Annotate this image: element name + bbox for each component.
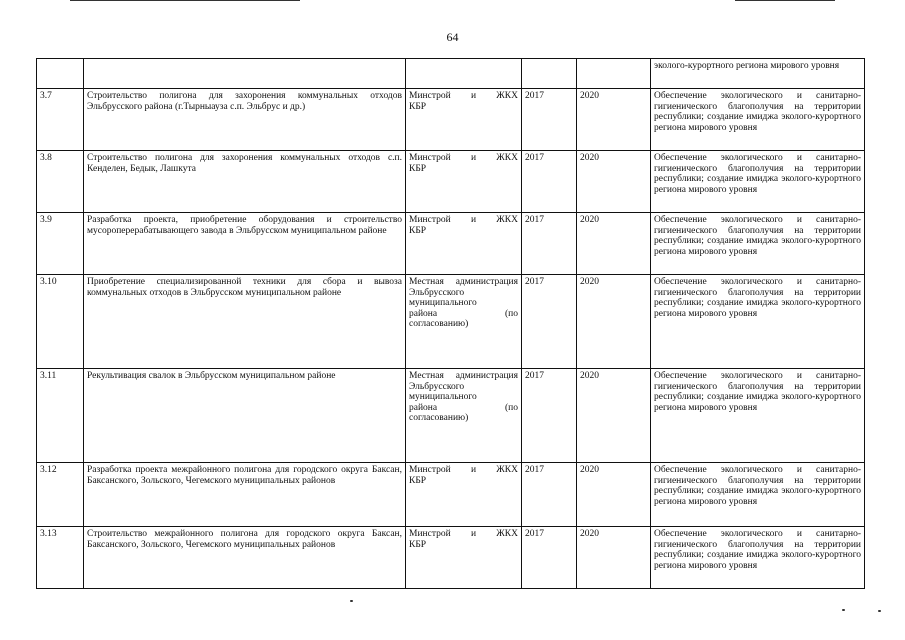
start-year: 2017 <box>522 151 577 213</box>
executor-word: КБР <box>409 539 427 550</box>
end-year: 2020 <box>577 463 651 527</box>
row-number: 3.11 <box>37 369 84 463</box>
executor <box>406 89 522 151</box>
end-year: 2020 <box>577 275 651 369</box>
expected-result: Обеспечение экологического и санитарно-гигиенического благополучия на территории республики; создание имиджа эколого-курортного региона мирового уровня <box>651 275 865 369</box>
table-row <box>37 213 865 275</box>
table-row <box>37 275 865 369</box>
executor-word: и <box>470 215 477 225</box>
start-year: 2017 <box>522 463 577 527</box>
measure-name: Строительство полигона для захоронения коммунальных отходов Эльбрусского района (г.Тырныауза с.п. Эльбрус и др.) <box>84 89 406 151</box>
executor-word: Минстрой <box>409 215 451 225</box>
executor-word: и <box>470 91 477 101</box>
end-year: 2020 <box>577 369 651 463</box>
executor-word: ЖКХ <box>496 215 518 225</box>
executor-word: ЖКХ <box>496 465 518 475</box>
start-year: 2017 <box>522 213 577 275</box>
executor-word: Минстрой <box>409 529 451 539</box>
executor-word: Минстрой <box>409 465 451 475</box>
table-row <box>37 151 865 213</box>
executor-word: ЖКХ <box>496 153 518 163</box>
measure-name: Приобретение специализированной техники для сбора и вывоза коммунальных отходов в Эльбрусском муниципальном районе <box>84 275 406 369</box>
executor-word: ЖКХ <box>496 91 518 101</box>
measures-table <box>36 58 865 589</box>
row-number: 3.12 <box>37 463 84 527</box>
executor <box>406 463 522 527</box>
executor-word: и <box>470 465 477 475</box>
executor-word: КБР <box>409 475 427 486</box>
table-row <box>37 369 865 463</box>
end-year: 2020 <box>577 151 651 213</box>
expected-result: Обеспечение экологического и санитарно-гигиенического благополучия на территории республики; создание имиджа эколого-курортного региона мирового уровня <box>651 463 865 527</box>
executor <box>406 213 522 275</box>
end-year: 2020 <box>577 89 651 151</box>
scan-speck <box>878 610 881 612</box>
cell-executor <box>406 59 522 89</box>
cell-name <box>84 59 406 89</box>
row-number: 3.7 <box>37 89 84 151</box>
executor-word: (по <box>505 402 518 413</box>
executor-word: района <box>409 308 438 319</box>
executor-word: и <box>470 153 477 163</box>
executor-word: района <box>409 402 438 413</box>
start-year: 2017 <box>522 527 577 589</box>
start-year: 2017 <box>522 89 577 151</box>
expected-result: Обеспечение экологического и санитарно-гигиенического благополучия на территории республики; создание имиджа эколого-курортного региона мирового уровня <box>651 89 865 151</box>
expected-result: Обеспечение экологического и санитарно-гигиенического благополучия на территории республики; создание имиджа эколого-курортного региона мирового уровня <box>651 213 865 275</box>
cell-num <box>37 59 84 89</box>
measure-name: Разработка проекта, приобретение оборудования и строительство мусороперерабатывающего завода в Эльбрусском муниципальном районе <box>84 213 406 275</box>
end-year: 2020 <box>577 213 651 275</box>
row-number: 3.9 <box>37 213 84 275</box>
executor-word: КБР <box>409 225 427 236</box>
table-row-continuation <box>37 59 865 89</box>
executor <box>406 369 522 463</box>
executor-word: КБР <box>409 101 427 112</box>
start-year: 2017 <box>522 275 577 369</box>
executor-word: ЖКХ <box>496 529 518 539</box>
measure-name: Рекультивация свалок в Эльбрусском муниципальном районе <box>84 369 406 463</box>
start-year: 2017 <box>522 369 577 463</box>
cell-start <box>522 59 577 89</box>
executor <box>406 275 522 369</box>
measure-name: Разработка проекта межрайонного полигона для городского округа Баксан, Баксанского, Зольского, Чегемского муниципальных районов <box>84 463 406 527</box>
executor-word: согласованию) <box>409 319 469 330</box>
scan-speck <box>350 600 353 602</box>
executor <box>406 527 522 589</box>
page-number: 64 <box>446 30 459 44</box>
row-number: 3.8 <box>37 151 84 213</box>
top-scan-mark-left <box>70 0 300 2</box>
expected-result: Обеспечение экологического и санитарно-гигиенического благополучия на территории республики; создание имиджа эколого-курортного региона мирового уровня <box>651 527 865 589</box>
expected-result: Обеспечение экологического и санитарно-гигиенического благополучия на территории республики; создание имиджа эколого-курортного региона мирового уровня <box>651 369 865 463</box>
executor-local-admin: Местная администрация Эльбрусского муниципального <box>409 371 518 403</box>
executor <box>406 151 522 213</box>
executor-word: Минстрой <box>409 153 451 163</box>
executor-word: (по <box>505 308 518 319</box>
row-number: 3.10 <box>37 275 84 369</box>
table-row <box>37 527 865 589</box>
end-year: 2020 <box>577 527 651 589</box>
measure-name: Строительство межрайонного полигона для городского округа Баксан, Баксанского, Зольского, Чегемского муниципальных районов <box>84 527 406 589</box>
cell-end <box>577 59 651 89</box>
scan-speck <box>842 609 845 611</box>
top-scan-mark-right <box>735 0 835 2</box>
table-row <box>37 89 865 151</box>
executor-word: и <box>470 529 477 539</box>
measure-name: Строительство полигона для захоронения коммунальных отходов с.п. Кенделен, Бедык, Лашкута <box>84 151 406 213</box>
executor-word: Минстрой <box>409 91 451 101</box>
table-row <box>37 463 865 527</box>
expected-result: Обеспечение экологического и санитарно-гигиенического благополучия на территории республики; создание имиджа эколого-курортного региона мирового уровня <box>651 151 865 213</box>
row-number: 3.13 <box>37 527 84 589</box>
executor-word: КБР <box>409 163 427 174</box>
executor-local-admin: Местная администрация Эльбрусского муниципального <box>409 277 518 309</box>
cell-result: эколого-курортного региона мирового уровня <box>651 59 865 89</box>
executor-word: согласованию) <box>409 413 469 424</box>
